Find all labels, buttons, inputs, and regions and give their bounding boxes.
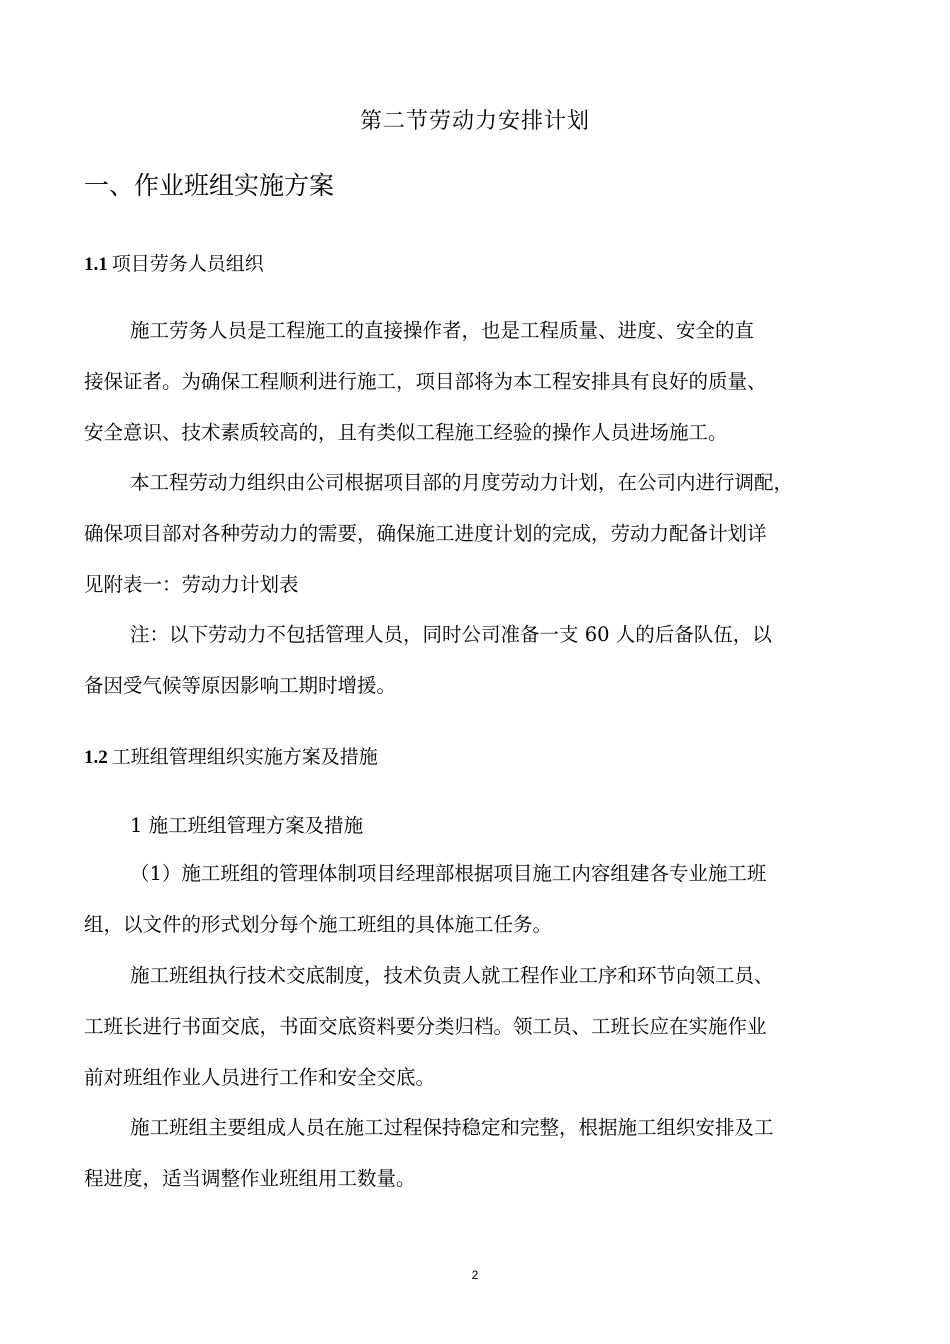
paragraph-line: 施工劳务人员是工程施工的直接操作者，也是工程质量、进度、安全的直 [130,319,755,342]
section-number: 1.1 [84,254,108,275]
paragraph-line: 见附表一：劳动力计划表 [84,573,299,596]
section-heading-text: 项目劳务人员组织 [111,253,264,275]
paragraph-line: 前对班组作业人员进行工作和安全交底。 [84,1066,436,1089]
paragraph-line: 本工程劳动力组织由公司根据项目部的月度劳动力计划，在公司内进行调配， [130,471,794,494]
page-number: 2 [471,1268,479,1282]
paragraph-line: 注：以下劳动力不包括管理人员，同时公司准备一支 60 人的后备队伍，以 [130,623,772,646]
paragraph-line: 施工班组主要组成人员在施工过程保持稳定和完整，根据施工组织安排及工 [130,1116,774,1139]
paragraph-line: 工班长进行书面交底，书面交底资料要分类归档。领工员、工班长应在实施作业 [84,1015,767,1038]
paragraph-line: （1）施工班组的管理体制项目经理部根据项目施工内容组建各专业施工班 [130,862,767,885]
paragraph-5 [84,950,874,1103]
paragraph-3 [84,609,874,711]
paragraph-line: 确保项目部对各种劳动力的需要，确保施工进度计划的完成，劳动力配备计划详 [84,522,767,545]
paragraph-2 [84,457,874,610]
paragraph-line: 组，以文件的形式划分每个施工班组的具体施工任务。 [84,913,553,936]
paragraph-4 [84,848,874,950]
subheading: 1 施工班组管理方案及措施 [130,814,364,837]
section-heading-1-1 [84,248,264,281]
paragraph-line: 程进度，适当调整作业班组用工数量。 [84,1167,416,1190]
paragraph-line: 接保证者。为确保工程顺利进行施工，项目部将为本工程安排具有良好的质量、 [84,370,767,393]
section-heading-1-2 [84,741,378,774]
section-number: 1.2 [84,747,108,768]
paragraph-line: 备因受气候等原因影响工期时增援。 [84,674,397,697]
paragraph-line: 施工班组执行技术交底制度，技术负责人就工程作业工序和环节向领工员、 [130,964,774,987]
paragraph-1 [84,305,874,458]
section-title: 第二节劳动力安排计划 [359,109,590,134]
section-heading-text: 工班组管理组织实施方案及措施 [111,746,378,768]
paragraph-line: 安全意识、技术素质较高的，且有类似工程施工经验的操作人员进场施工。 [84,421,728,444]
paragraph-6 [84,1102,874,1204]
heading-1: 一、作业班组实施方案 [84,171,335,200]
